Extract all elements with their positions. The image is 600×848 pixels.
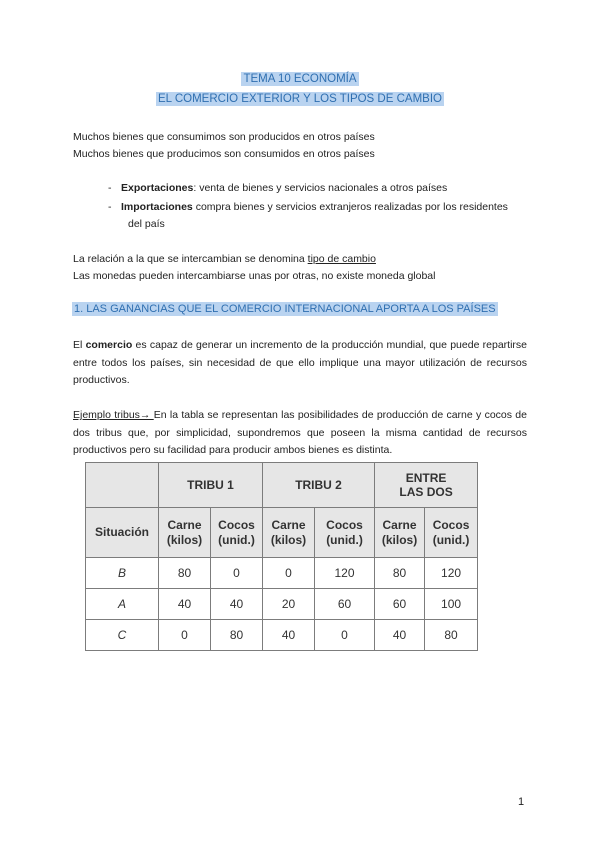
exportaciones-text: : venta de bienes y servicios nacionales a otros países [193,182,448,194]
table-cell: 100 [425,589,478,620]
document-subtitle-line [0,93,600,105]
table-corner-cell [86,463,159,508]
row-situacion: A [86,589,159,620]
document-title-line [0,73,600,85]
bullet-dash: - [108,201,112,213]
table-cell: 40 [159,589,211,620]
page-subtitle: EL COMERCIO EXTERIOR Y LOS TIPOS DE CAMBIO [158,93,442,105]
bullet-exportaciones [108,180,447,197]
table-cell: 40 [375,620,425,651]
header-line: (unid.) [326,532,363,547]
example-text: En la tabla se representan las posibilidades de producción de carne y cocos de dos tribus que, por simplicidad, supondremos que poseen la misma cantidad de recursos productivos pero su facilidad para producir ambos bienes es distinta. [73,409,527,456]
table-cell: 60 [375,589,425,620]
importaciones-term: Importaciones [121,201,193,213]
table-cell: 0 [315,620,375,651]
header-tribu-1: TRIBU 1 [159,463,263,508]
importaciones-continuation: del país [128,218,165,230]
header-carne [263,508,315,558]
table-cell: 80 [159,558,211,589]
production-table [85,462,478,651]
intro-line-1: Muchos bienes que consumimos son producidos en otros países [73,131,375,143]
header-line: Cocos [432,517,470,532]
page-number: 1 [518,796,525,808]
table-cell: 60 [315,589,375,620]
header-line: Cocos [326,517,363,532]
header-line: (kilos) [166,532,203,547]
header-line: (kilos) [270,532,307,547]
table-cell: 80 [425,620,478,651]
table-cell: 120 [425,558,478,589]
row-situacion: B [86,558,159,589]
section-heading-line [72,303,498,315]
header-cocos [425,508,478,558]
table-cell: 40 [211,589,263,620]
header-line: Carne [167,517,202,532]
table-row [86,620,478,651]
header-carne [159,508,211,558]
header-situacion: Situación [86,508,159,558]
exportaciones-term: Exportaciones [121,182,194,194]
table-row [86,589,478,620]
header-entre-las-dos [375,463,478,508]
tipo-de-cambio-term: tipo de cambio [307,253,376,265]
header-carne [375,508,425,558]
comercio-paragraph [73,337,527,390]
table-cell: 0 [159,620,211,651]
comercio-term: comercio [85,339,133,351]
example-label: Ejemplo tribus→ [73,409,154,421]
bullet-dash: - [108,182,112,194]
table-cell: 120 [315,558,375,589]
header-line: Carne [271,517,306,532]
table-cell: 0 [263,558,315,589]
example-paragraph [73,407,527,460]
header-line: Carne [382,517,417,532]
page-title: TEMA 10 ECONOMÍA [243,73,357,85]
header-line: ENTRE [405,471,447,485]
exchange-text: La relación a la que se intercambian se denomina [73,253,308,265]
table-cell: 20 [263,589,315,620]
header-cocos [211,508,263,558]
header-tribu-2: TRIBU 2 [263,463,375,508]
header-line: (kilos) [381,532,418,547]
header-line: (unid.) [218,532,255,547]
table-row [86,558,478,589]
section-heading: 1. LAS GANANCIAS QUE EL COMERCIO INTERNACIONAL APORTA A LOS PAÍSES [74,303,496,315]
table-cell: 80 [375,558,425,589]
bullet-importaciones [108,199,508,216]
header-line: Cocos [218,517,255,532]
row-situacion: C [86,620,159,651]
header-line: (unid.) [432,532,470,547]
exchange-line-1 [73,251,376,268]
header-cocos [315,508,375,558]
table-cell: 40 [263,620,315,651]
table-cell: 0 [211,558,263,589]
paragraph-text: El [73,339,86,351]
paragraph-text: es capaz de generar un incremento de la producción mundial, que puede repartirse entre todos los países, sin necesidad de que ello implique una mayor utilización de recursos productivos. [73,339,527,386]
header-line: LAS DOS [399,485,453,499]
importaciones-text: compra bienes y servicios extranjeros realizadas por los residentes [192,201,508,213]
intro-line-2: Muchos bienes que producimos son consumidos en otros países [73,148,375,160]
table-cell: 80 [211,620,263,651]
exchange-line-2: Las monedas pueden intercambiarse unas por otras, no existe moneda global [73,270,436,282]
